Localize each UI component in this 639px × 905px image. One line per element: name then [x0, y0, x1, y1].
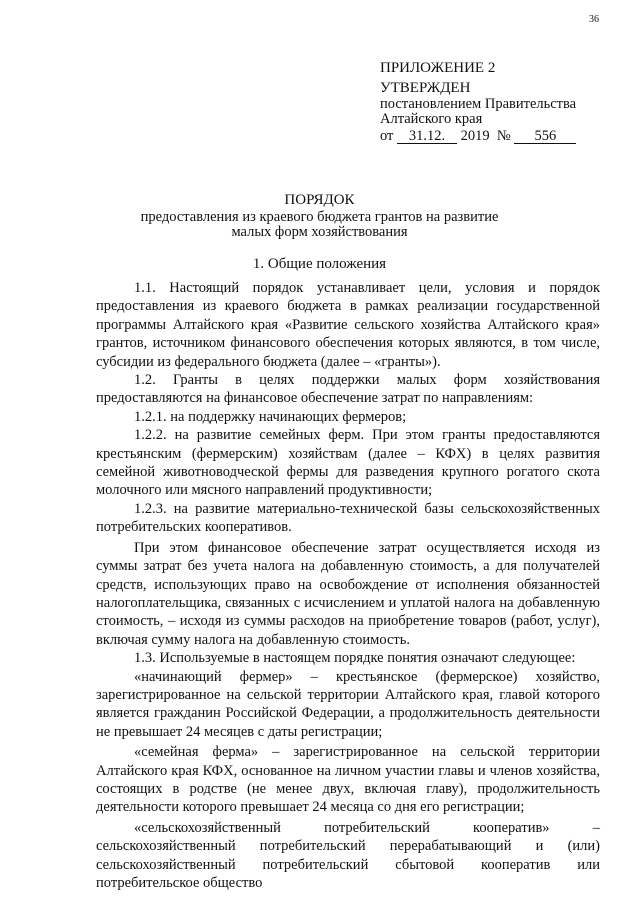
- title-sub-line-1: предоставления из краевого бюджета грантов на развитие: [140, 209, 499, 225]
- paragraph: «начинающий фермер» – крестьянское (фермерское) хозяйство, зарегистрированное на сельской территории Алтайского края, главой которого является гражданин Российской Федерации, а продолжительность деятельности не превышает 24 месяцев с даты регистрации;: [96, 668, 600, 740]
- paragraph: 1.2.1. на поддержку начинающих фермеров;: [134, 408, 407, 425]
- approval-line-1: постановлением Правительства: [380, 96, 577, 112]
- title-sub-line-2: малых форм хозяйствования: [231, 223, 408, 240]
- document-title: [0, 192, 639, 209]
- document-body: [96, 279, 600, 892]
- appendix-label: ПРИЛОЖЕНИЕ 2: [380, 60, 496, 76]
- approval-line-2: Алтайского края: [380, 111, 483, 127]
- date-value: 31.12.: [397, 129, 457, 144]
- date-year: 2019: [460, 128, 490, 144]
- title-main: ПОРЯДОК: [284, 192, 355, 208]
- paragraph: При этом финансовое обеспечение затрат осуществляется исходя из суммы затрат без учета налога на добавленную стоимость, а для получателей средств, использующих право на освобождение от исполнения обязанностей налогоплательщика, связанных с исчислением и уплатой налога на добавленную стоимость, – исходя из суммы расходов на приобретение товаров (работ, услуг), включая сумму налога на добавленную стоимость.: [96, 539, 600, 648]
- approval-block: [380, 80, 576, 145]
- paragraph: 1.1. Настоящий порядок устанавливает цели, условия и порядок предоставления из краевого бюджета в рамках реализации государственной программы Алтайского края «Развитие сельского хозяйства Алтайского края» грантов, источником финансового обеспечения которых являются, в том числе, субсидии из федерального бюджета (далее – «гранты»).: [96, 280, 600, 370]
- paragraph: 1.2.2. на развитие семейных ферм. При этом гранты предоставляются крестьянским (фермерским) хозяйствам (далее – КФХ) в целях развития семейной животноводческой фермы для разведения крупного рогатого скота молочного или мясного направлений продуктивности;: [96, 427, 600, 499]
- paragraph: 1.2.3. на развитие материально-технической базы сельскохозяйственных потребительских кооперативов.: [96, 500, 600, 536]
- paragraph: 1.3. Используемые в настоящем порядке понятия означают следующее:: [134, 650, 576, 667]
- section-title: 1. Общие положения: [252, 256, 387, 272]
- date-prefix: от: [380, 128, 394, 144]
- document-subtitle: [0, 210, 639, 239]
- approved-label: УТВЕРЖДЕН: [380, 80, 471, 96]
- paragraph: «сельскохозяйственный потребительский кооператив» – сельскохозяйственный потребительский перерабатывающий и (или) сельскохозяйственный потребительский сбытовой кооператив или потребительское общество: [96, 819, 600, 891]
- number-value: 556: [514, 129, 576, 144]
- number-sign: №: [496, 128, 511, 144]
- paragraph: «семейная ферма» – зарегистрированное на сельской территории Алтайского края КФХ, основанное на личном участии главы и членов хозяйства, состоящих в родстве (не менее двух, включая главу), продолжительность деятельности которого превышает 24 месяца со дня его регистрации;: [96, 744, 600, 816]
- paragraph: 1.2. Гранты в целях поддержки малых форм хозяйствования предоставляются на финансовое обеспечение затрат по направлениям:: [96, 372, 600, 407]
- page-number: 36: [589, 14, 599, 25]
- approval-date-line: [380, 127, 576, 145]
